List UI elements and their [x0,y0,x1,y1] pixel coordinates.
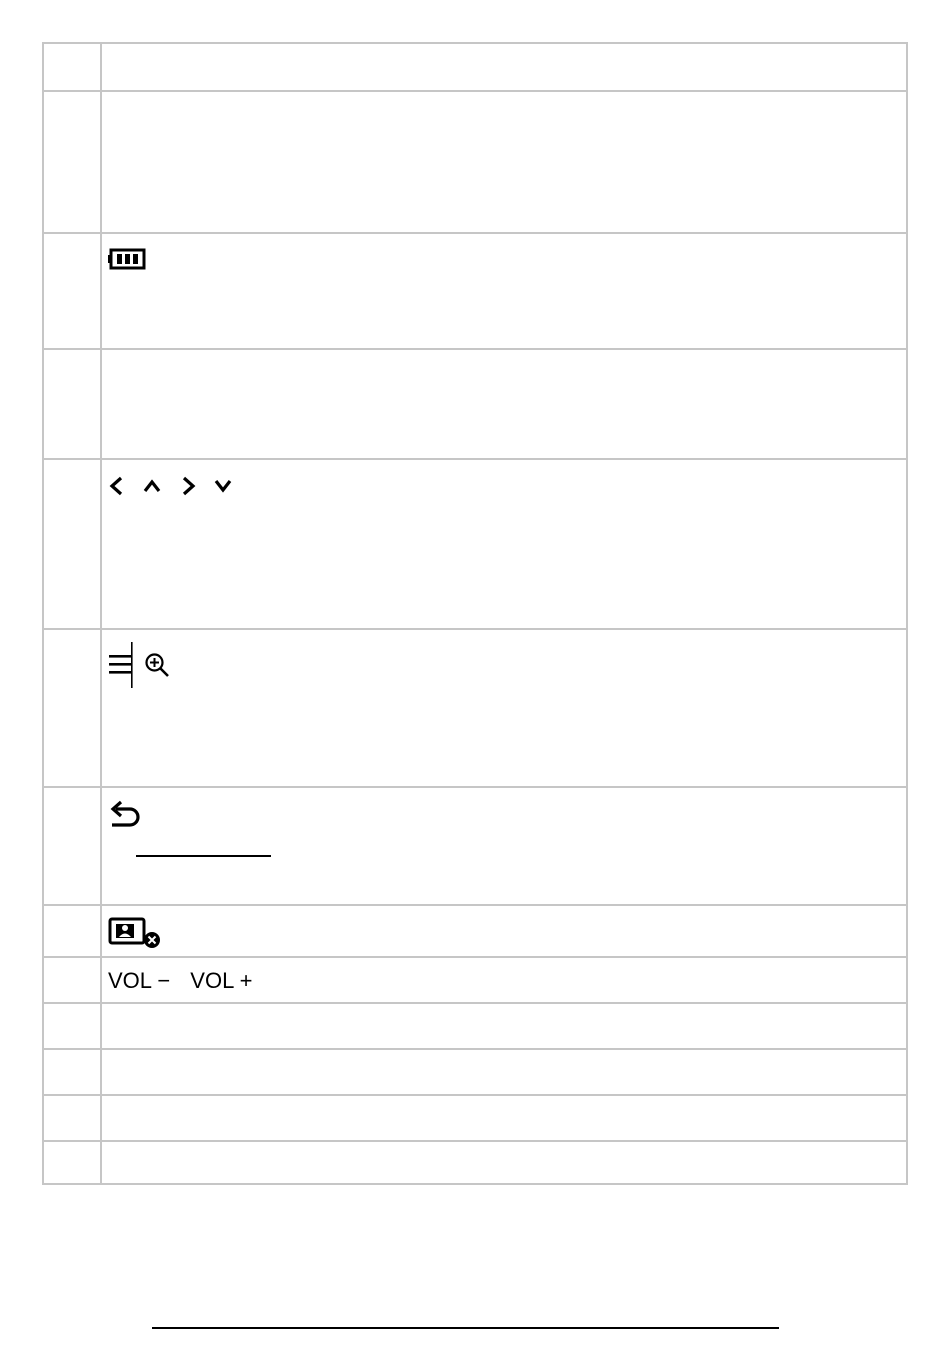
table-row [44,44,906,90]
table-row [44,1048,906,1094]
vol-plus-label: VOL + [190,968,253,993]
chevron-right-icon [179,477,201,494]
chevron-down-icon [213,477,233,494]
table-row [44,232,906,348]
table-row [44,348,906,458]
table-row [44,786,906,904]
table-row [44,956,906,1002]
table-row [44,1140,906,1183]
footer-rule [152,1327,779,1329]
underline-blank [136,855,271,857]
chevron-up-icon [142,477,166,494]
table-row [44,628,906,786]
table-row [44,458,906,628]
battery-icon [108,250,146,267]
table-row [44,1094,906,1140]
manual-table [42,42,908,1185]
chevron-left-icon [108,477,130,494]
table-row [44,90,906,232]
menu-icon [108,656,138,673]
table-row [44,904,906,956]
table-row [44,1002,906,1048]
vol-minus-label: VOL − [108,968,171,993]
zoom-in-icon [144,656,170,673]
back-icon [108,806,142,823]
contact-remove-icon [108,924,164,941]
